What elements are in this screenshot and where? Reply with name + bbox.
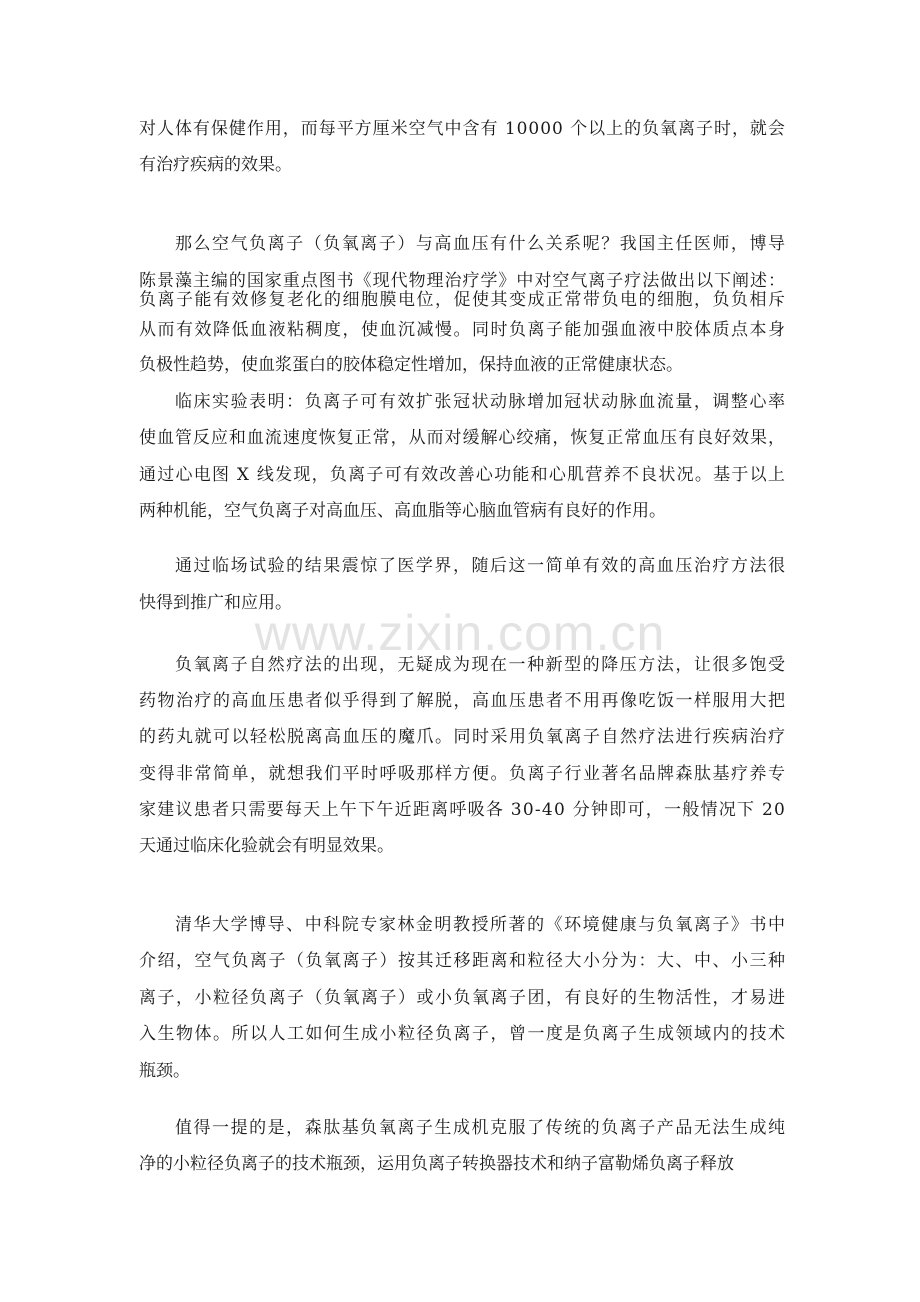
watermark: www.zixin.com.cn <box>254 605 666 661</box>
text-line: 介绍，空气负离子（负氧离子）按其迁移距离和粒径大小分为：大、中、小三种 <box>139 951 787 971</box>
text-line: 离子，小粒径负离子（负氧离子）或小负氧离子团，有良好的生物活性，才易进 <box>139 988 787 1008</box>
text-line: 负极性趋势，使血浆蛋白的胶体稳定性增加，保持血液的正常健康状态。 <box>139 355 683 375</box>
text-line: 对人体有保健作用，而每平方厘米空气中含有 10000 个以上的负氧离子时，就会 <box>139 119 786 139</box>
text-line: 清华大学博导、中科院专家林金明教授所著的《环境健康与负氧离子》书中 <box>175 915 787 935</box>
text-line: 两种机能，空气负离子对高血压、高血脂等心脑血管病有良好的作用。 <box>139 501 666 521</box>
text-line: 净的小粒径负离子的技术瓶颈，运用负离子转换器技术和纳子富勒烯负离子释放 <box>139 1154 734 1174</box>
text-line: 通过心电图 X 线发现，负离子可有效改善心功能和心肌营养不良状况。基于以上 <box>139 465 787 485</box>
text-line: 使血管反应和血流速度恢复正常，从而对缓解心绞痛，恢复正常血压有良好效果， <box>139 428 786 448</box>
text-line: 天通过临床化验就会有明显效果。 <box>139 836 394 856</box>
text-line: 负离子能有效修复老化的细胞膜电位，促使其变成正常带负电的细胞，负负相斥 <box>139 290 787 310</box>
text-line: 那么空气负离子（负氧离子）与高血压有什么关系呢？我国主任医师，博导 <box>175 234 787 254</box>
text-line: 通过临场试验的结果震惊了医学界，随后这一简单有效的高血压治疗方法很 <box>175 556 787 576</box>
text-line: 变得非常简单，就想我们平时呼吸那样方便。负离子行业著名品牌森肽基疗养专 <box>139 764 787 784</box>
text-line: 家建议患者只需要每天上午下午近距离呼吸各 30-40 分钟即可，一般情况下 20 <box>139 800 787 820</box>
text-line: 从而有效降低血液粘稠度，使血沉减慢。同时负离子能加强血液中胶体质点本身 <box>139 320 787 340</box>
text-line: 有治疗疾病的效果。 <box>139 155 292 175</box>
text-line: 陈景藻主编的国家重点图书《现代物理治疗学》中对空气离子疗法做出以下阐述： <box>139 271 786 291</box>
text-line: 负氧离子自然疗法的出现，无疑成为现在一种新型的降压方法，让很多饱受 <box>175 655 787 675</box>
text-line: 值得一提的是，森肽基负氧离子生成机克服了传统的负离子产品无法生成纯 <box>175 1118 787 1138</box>
text-line: 的药丸就可以轻松脱离高血压的魔爪。同时采用负氧离子自然疗法进行疾病治疗 <box>139 727 787 747</box>
text-line: 瓶颈。 <box>139 1061 190 1081</box>
text-line: 入生物体。所以人工如何生成小粒径负离子，曾一度是负离子生成领域内的技术 <box>139 1024 787 1044</box>
text-line: 快得到推广和应用。 <box>139 593 292 613</box>
text-line: 临床实验表明：负离子可有效扩张冠状动脉增加冠状动脉血流量，调整心率 <box>175 392 787 412</box>
text-line: 药物治疗的高血压患者似乎得到了解脱，高血压患者不用再像吃饭一样服用大把 <box>139 691 787 711</box>
